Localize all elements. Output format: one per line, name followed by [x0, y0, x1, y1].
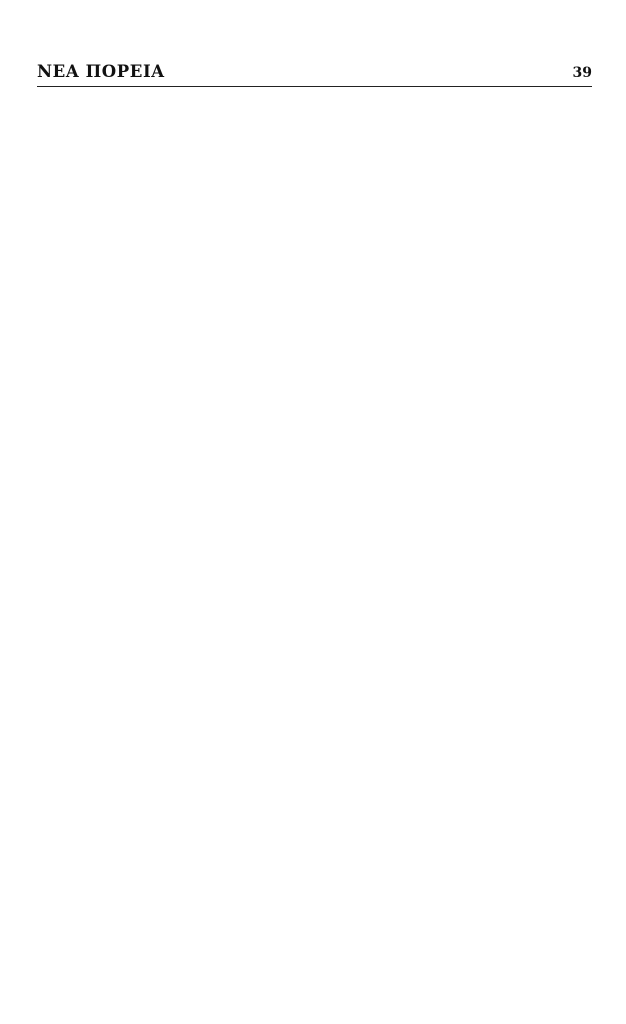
text-column-left — [37, 104, 305, 1000]
page-number: 39 — [572, 65, 592, 81]
running-head — [37, 62, 592, 81]
header-rule — [37, 86, 592, 87]
journal-title: ΝΕΑ ΠΟΡΕΙΑ — [37, 62, 165, 81]
text-column-right — [320, 104, 590, 1000]
